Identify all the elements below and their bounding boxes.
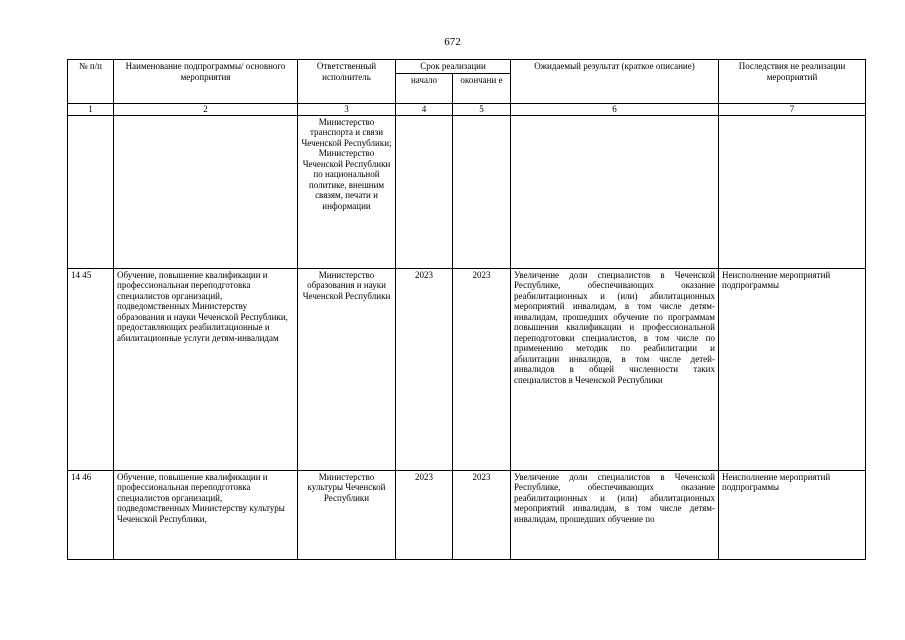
- cell-start: 2023: [396, 470, 453, 559]
- cell-name: Обучение, повышение квалификации и профессиональная переподготовка специалистов организаций, подведомственных Министерству культуры Чеченской Республики,: [114, 470, 298, 559]
- cell-consequences: Неисполнение мероприятий подпрограммы: [719, 470, 866, 559]
- cell-end: 2023: [453, 268, 511, 470]
- program-table: [67, 59, 866, 560]
- header-consequences: Последствия не реализации мероприятий: [719, 60, 866, 104]
- header-start: начало: [396, 73, 453, 103]
- cell-responsible: Министерство транспорта и связи Чеченской Республики; Министерство Чеченской Республики по национальной политике, внешним связям, печати и информации: [298, 115, 396, 268]
- column-number: 5: [453, 103, 511, 115]
- header-responsible: Ответственный исполнитель: [298, 60, 396, 104]
- cell-name: [114, 115, 298, 268]
- cell-num: [68, 115, 114, 268]
- cell-result: Увеличение доли специалистов в Чеченской Республике, обеспечивающих оказание реабилитационных и (или) абилитационных мероприятий инвалидам, в том числе детям-инвалидам, прошедших обучение по: [511, 470, 719, 559]
- cell-num: 14 45: [68, 268, 114, 470]
- cell-end: [453, 115, 511, 268]
- cell-num: 14 46: [68, 470, 114, 559]
- header-num: № п/п: [68, 60, 114, 104]
- header-result: Ожидаемый результат (краткое описание): [511, 60, 719, 104]
- cell-end: 2023: [453, 470, 511, 559]
- header-term: Срок реализации: [396, 60, 511, 74]
- column-number: 7: [719, 103, 866, 115]
- table-row: [68, 115, 866, 268]
- cell-consequences: Неисполнение мероприятий подпрограммы: [719, 268, 866, 470]
- cell-name: Обучение, повышение квалификации и профессиональная переподготовка специалистов организаций, подведомственных Министерству образования и науки Чеченской Республики, предоставляющих реабилитационные и абилитационные услуги детям-инвалидам: [114, 268, 298, 470]
- column-number-row: [68, 103, 866, 115]
- table-row: [68, 470, 866, 559]
- header-name: Наименование подпрограммы/ основного мероприятия: [114, 60, 298, 104]
- cell-responsible: Министерство культуры Чеченской Республики: [298, 470, 396, 559]
- table-row: [68, 268, 866, 470]
- column-number: 3: [298, 103, 396, 115]
- cell-result: Увеличение доли специалистов в Чеченской Республике, обеспечивающих оказание реабилитационных и (или) абилитационных мероприятий инвалидам, в том числе детям-инвалидам, прошедших обучение по программам повышения квалификации и профессиональной переподготовки специалистов, в том числе по применению методик по реабилитации и абилитации инвалидов, в том числе детей-инвалидов в общей численности таких специалистов в Чеченской Республики: [511, 268, 719, 470]
- column-number: 1: [68, 103, 114, 115]
- header-end: окончани е: [453, 73, 511, 103]
- page-number: 672: [444, 36, 461, 48]
- cell-result: [511, 115, 719, 268]
- cell-responsible: Министерство образования и науки Чеченской Республики: [298, 268, 396, 470]
- column-number: 4: [396, 103, 453, 115]
- cell-start: [396, 115, 453, 268]
- column-number: 6: [511, 103, 719, 115]
- cell-start: 2023: [396, 268, 453, 470]
- column-number: 2: [114, 103, 298, 115]
- cell-consequences: [719, 115, 866, 268]
